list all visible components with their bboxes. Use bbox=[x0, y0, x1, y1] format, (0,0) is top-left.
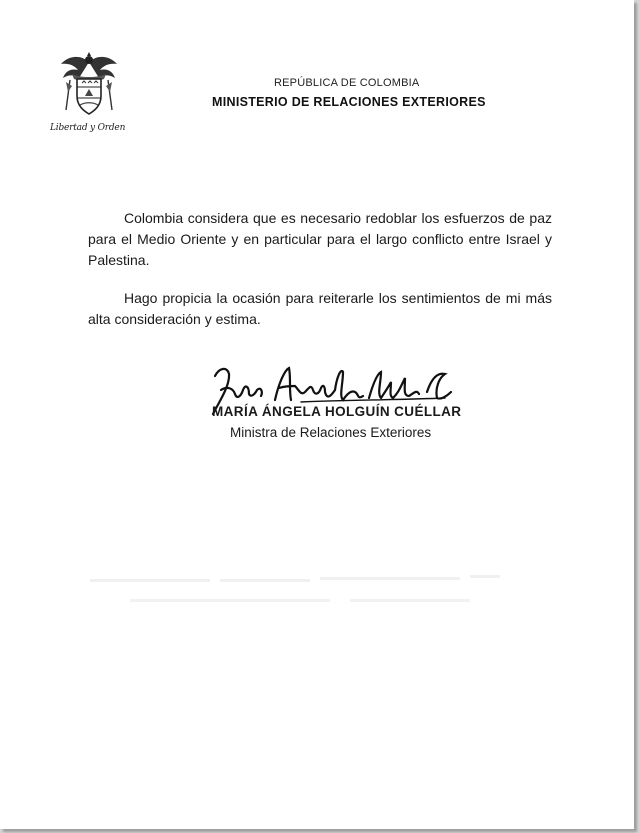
reverse-side-bleed-through bbox=[90, 565, 510, 625]
body-paragraph-1: Colombia considera que es necesario redoblar los esfuerzos de paz para el Medio Oriente y en particular para el largo conflicto entre Israel y Palestina. bbox=[88, 210, 552, 268]
letterhead-republic: REPÚBLICA DE COLOMBIA bbox=[274, 77, 420, 89]
letterhead-motto: Libertad y Orden bbox=[50, 123, 126, 133]
letterhead-ministry: MINISTERIO DE RELACIONES EXTERIORES bbox=[212, 95, 486, 109]
signer-title: Ministra de Relaciones Exteriores bbox=[230, 425, 432, 440]
signer-name: MARÍA ÁNGELA HOLGUÍN CUÉLLAR bbox=[212, 404, 462, 419]
body-paragraph-2: Hago propicia la ocasión para reiterarle los sentimientos de mi más alta consideración y estima. bbox=[88, 290, 552, 327]
colombia-coat-of-arms-icon bbox=[58, 52, 120, 116]
